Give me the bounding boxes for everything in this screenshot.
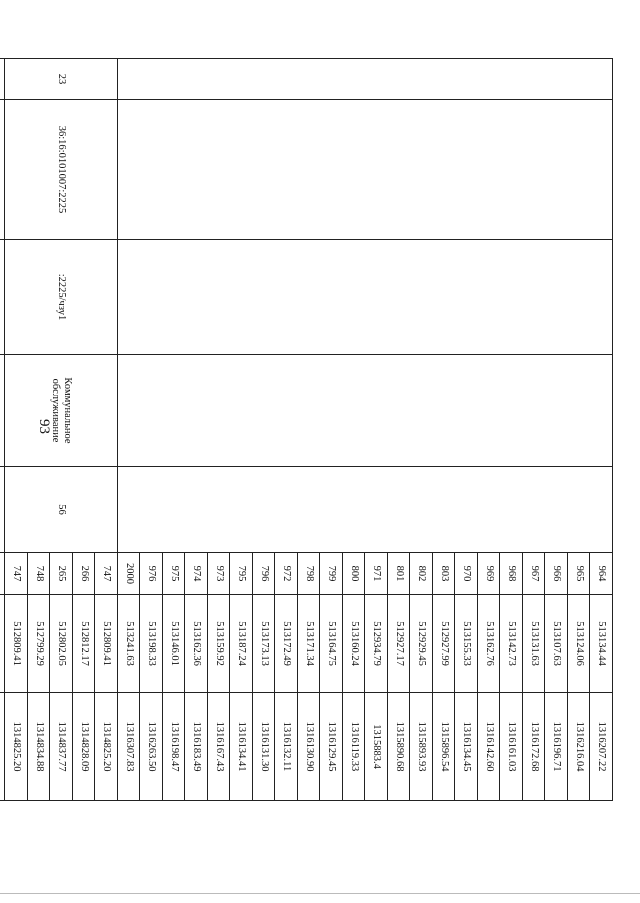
x-coordinate-cell: 513187.24 — [230, 595, 253, 693]
y-coordinate-cell: 1316198.47 — [163, 693, 186, 801]
y-coordinate-cell: 1316131.30 — [253, 693, 276, 801]
y-coordinate-cell: 1316307.83 — [118, 693, 141, 801]
point-number-cell: 2000 — [118, 553, 141, 595]
point-number-cell: 799 — [320, 553, 343, 595]
y-coordinate-cell: 1316207.22 — [590, 693, 613, 801]
table-row — [0, 59, 5, 801]
cont-purpose-cell — [118, 355, 613, 467]
zone-label-cell: :2225/чзу1 — [5, 240, 118, 355]
x-coordinate-cell: 513171.34 — [298, 595, 321, 693]
x-coordinate-cell: 513198.33 — [140, 595, 163, 693]
x-coordinate-cell: 513173.13 — [253, 595, 276, 693]
point-number-cell: 748 — [28, 553, 51, 595]
x-coordinate-cell: 513142.73 — [500, 595, 523, 693]
y-coordinate-cell: 1314828.09 — [73, 693, 96, 801]
x-coordinate-cell: 512809.41 — [95, 595, 118, 693]
x-coordinate-cell: 512809.41 — [5, 595, 28, 693]
point-number-cell: 971 — [365, 553, 388, 595]
record-number-cell: 23 — [5, 59, 118, 100]
point-number-cell: 973 — [208, 553, 231, 595]
point-number-cell: 265 — [50, 553, 73, 595]
x-coordinate-cell: 512927.99 — [433, 595, 456, 693]
cadastral-number-cell: 36:16:0101007:2225 — [5, 100, 118, 240]
x-coordinate-cell: 513124.06 — [568, 595, 591, 693]
y-coordinate-cell: 1315896.54 — [433, 693, 456, 801]
point-number-cell: 967 — [523, 553, 546, 595]
page-edge-line — [0, 893, 640, 894]
coordinates-table — [0, 58, 613, 801]
x-coordinate-cell: 513160.24 — [343, 595, 366, 693]
point-number-cell: 976 — [140, 553, 163, 595]
point-number-cell: 974 — [185, 553, 208, 595]
y-coordinate-cell: 1316167.43 — [208, 693, 231, 801]
cont-area-cell — [118, 467, 613, 553]
cont-num-cell — [118, 59, 613, 100]
y-coordinate-cell — [0, 693, 5, 801]
purpose-cell — [0, 355, 5, 467]
x-coordinate-cell: 513155.33 — [455, 595, 478, 693]
x-coordinate-cell: 513134.44 — [590, 595, 613, 693]
x-coordinate-cell: 513131.63 — [523, 595, 546, 693]
cont-zone-cell — [118, 240, 613, 355]
table-row — [95, 59, 118, 801]
point-number-cell: 975 — [163, 553, 186, 595]
y-coordinate-cell: 1315890.68 — [388, 693, 411, 801]
table-row — [590, 59, 613, 801]
x-coordinate-cell: 513172.49 — [275, 595, 298, 693]
y-coordinate-cell: 1314825.20 — [95, 693, 118, 801]
y-coordinate-cell: 1315883.4 — [365, 693, 388, 801]
point-number-cell: 801 — [388, 553, 411, 595]
x-coordinate-cell: 512802.05 — [50, 595, 73, 693]
point-number-cell: 969 — [478, 553, 501, 595]
point-number-cell: 965 — [568, 553, 591, 595]
y-coordinate-cell: 1316183.49 — [185, 693, 208, 801]
y-coordinate-cell: 1314825.20 — [5, 693, 28, 801]
y-coordinate-cell: 1316132.11 — [275, 693, 298, 801]
y-coordinate-cell: 1316216.04 — [568, 693, 591, 801]
point-number-cell: 747 — [95, 553, 118, 595]
y-coordinate-cell: 1316130.90 — [298, 693, 321, 801]
y-coordinate-cell: 1316142.60 — [478, 693, 501, 801]
x-coordinate-cell: 513107.63 — [545, 595, 568, 693]
y-coordinate-cell: 1316129.45 — [320, 693, 343, 801]
x-coordinate-cell: 512799.29 — [28, 595, 51, 693]
point-number-cell: 802 — [410, 553, 433, 595]
area-cell: 56 — [5, 467, 118, 553]
cont-cadastral-cell — [118, 100, 613, 240]
y-coordinate-cell: 1314837.77 — [50, 693, 73, 801]
x-coordinate-cell: 513146.01 — [163, 595, 186, 693]
record-number-cell — [0, 59, 5, 100]
x-coordinate-cell: 512934.79 — [365, 595, 388, 693]
x-coordinate-cell: 513241.63 — [118, 595, 141, 693]
y-coordinate-cell: 1316161.03 — [500, 693, 523, 801]
point-number-cell: 796 — [253, 553, 276, 595]
point-number-cell: 800 — [343, 553, 366, 595]
x-coordinate-cell: 513164.75 — [320, 595, 343, 693]
x-coordinate-cell: 512929.45 — [410, 595, 433, 693]
point-number-cell: 803 — [433, 553, 456, 595]
point-number-cell — [0, 553, 5, 595]
cadastral-number-cell — [0, 100, 5, 240]
y-coordinate-cell: 1316196.71 — [545, 693, 568, 801]
rotated-table-container — [11, 58, 613, 800]
zone-label-cell — [0, 240, 5, 355]
y-coordinate-cell: 1316134.41 — [230, 693, 253, 801]
x-coordinate-cell: 513162.36 — [185, 595, 208, 693]
y-coordinate-cell: 1314834.88 — [28, 693, 51, 801]
point-number-cell: 968 — [500, 553, 523, 595]
point-number-cell: 964 — [590, 553, 613, 595]
y-coordinate-cell: 1316263.50 — [140, 693, 163, 801]
y-coordinate-cell: 1316134.45 — [455, 693, 478, 801]
y-coordinate-cell: 1316172.68 — [523, 693, 546, 801]
page-number: 93 — [36, 419, 52, 434]
point-number-cell: 970 — [455, 553, 478, 595]
point-number-cell: 966 — [545, 553, 568, 595]
x-coordinate-cell — [0, 595, 5, 693]
x-coordinate-cell: 512812.17 — [73, 595, 96, 693]
x-coordinate-cell: 513159.92 — [208, 595, 231, 693]
y-coordinate-cell: 1316119.33 — [343, 693, 366, 801]
point-number-cell: 798 — [298, 553, 321, 595]
x-coordinate-cell: 513162.76 — [478, 595, 501, 693]
point-number-cell: 972 — [275, 553, 298, 595]
area-cell — [0, 467, 5, 553]
point-number-cell: 795 — [230, 553, 253, 595]
y-coordinate-cell: 1315893.93 — [410, 693, 433, 801]
point-number-cell: 266 — [73, 553, 96, 595]
purpose-cell: Коммунальное обслуживание — [5, 355, 118, 467]
x-coordinate-cell: 512927.17 — [388, 595, 411, 693]
point-number-cell: 747 — [5, 553, 28, 595]
